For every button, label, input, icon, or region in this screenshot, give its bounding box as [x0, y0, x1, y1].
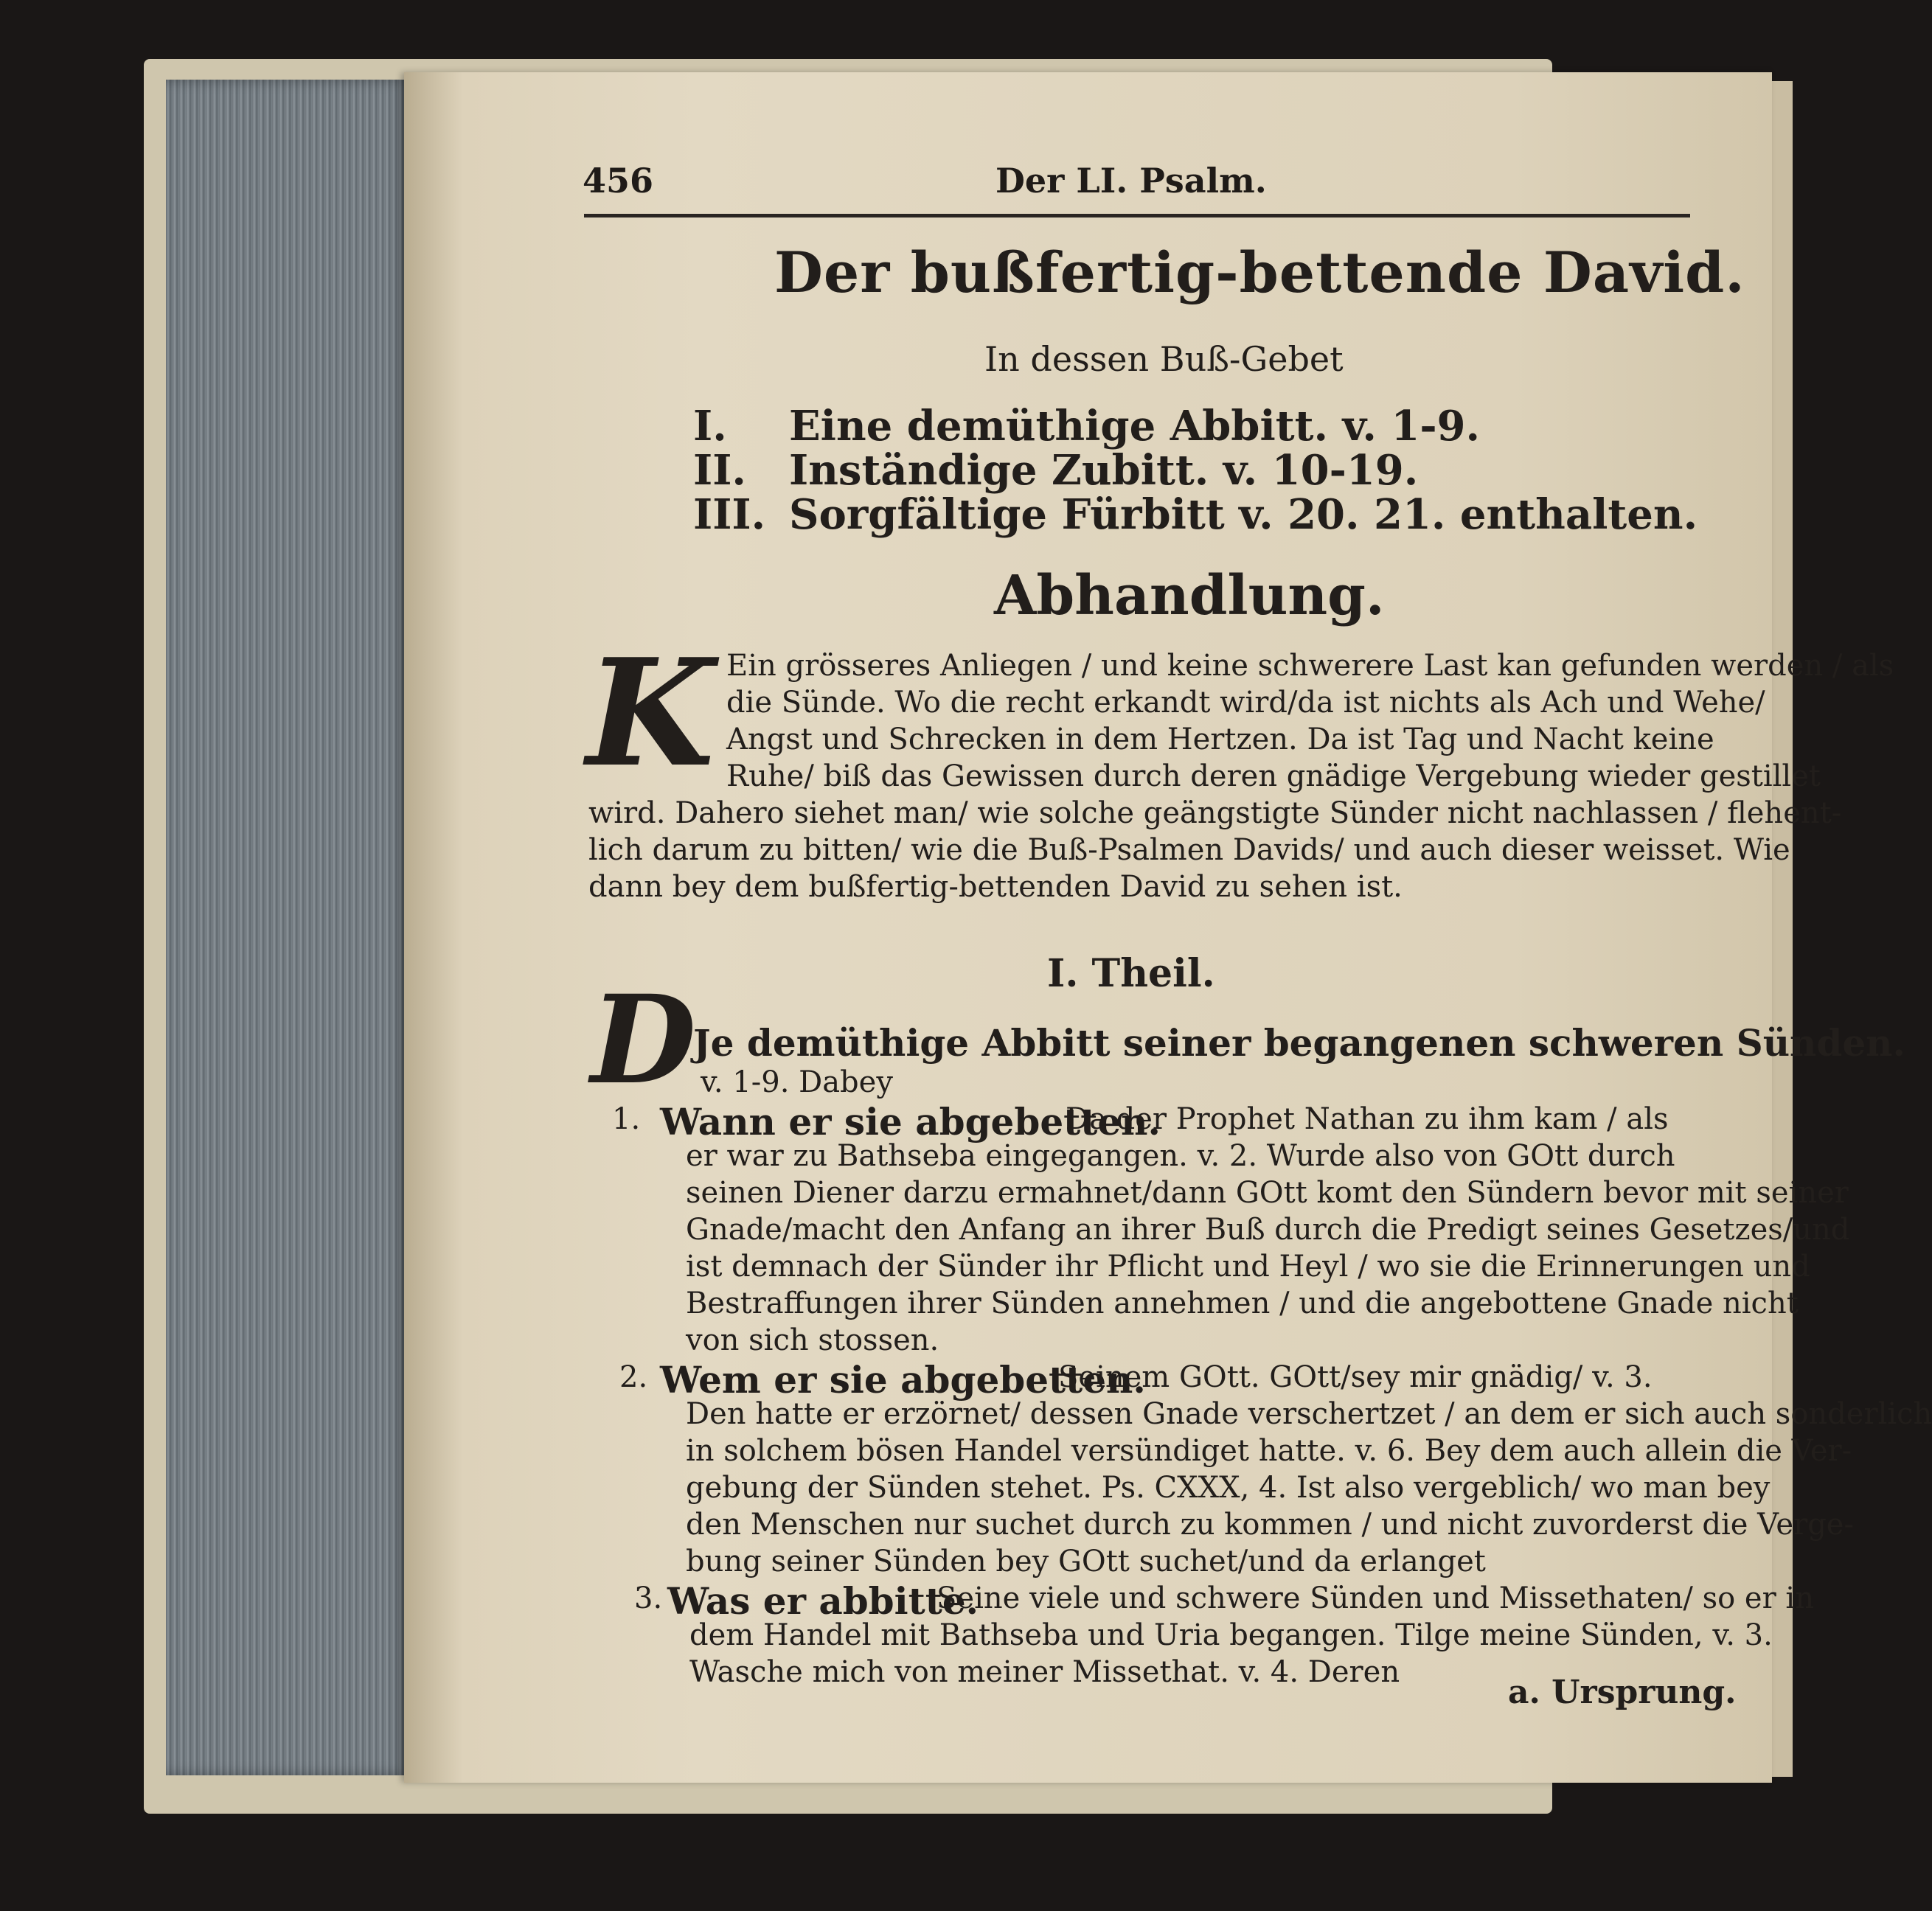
outline-num-1: I. — [693, 402, 727, 450]
item-number: 2. — [619, 1360, 648, 1394]
item-line: den Menschen nur suchet durch zu kommen / und nicht zuvorderst die Verge- — [686, 1508, 1854, 1542]
page-number: 456 — [583, 161, 654, 201]
item-line: Wasche mich von meiner Missethat. v. 4. Deren — [689, 1655, 1400, 1689]
intro-line: Ein grösseres Anliegen / und keine schwerere Last kan gefunden werden / als — [726, 649, 1894, 683]
item-line: gebung der Sünden stehet. Ps. CXXX, 4. Ist also vergeblich/ wo man bey — [686, 1471, 1771, 1505]
item-lead: Wem er sie abgebetten. — [660, 1358, 1146, 1402]
item-line: Da der Prophet Nathan zu ihm kam / als — [1066, 1102, 1669, 1136]
intro-line: die Sünde. Wo die recht erkandt wird/da ist nichts als Ach und Wehe/ — [726, 686, 1765, 720]
outline-text-3: Sorgfältige Fürbitt v. 20. 21. enthalten. — [789, 490, 1698, 539]
page-title: Der bußfertig-bettende David. — [774, 240, 1745, 305]
item-line: von sich stossen. — [686, 1323, 939, 1357]
item-line: dem Handel mit Bathseba und Uria begangen. Tilge meine Sünden, v. 3. — [689, 1618, 1773, 1652]
page-edges — [166, 80, 409, 1775]
part-intro-line: v. 1-9. Dabey — [701, 1065, 893, 1099]
item-line: Gnade/macht den Anfang an ihrer Buß durch die Predigt seines Gesetzes/und — [686, 1213, 1850, 1247]
intro-line: Angst und Schrecken in dem Hertzen. Da ist Tag und Nacht keine — [726, 723, 1714, 756]
item-line: Seine viele und schwere Sünden und Missethaten/ so er in — [937, 1581, 1814, 1615]
running-head — [583, 161, 1689, 212]
item-line: ist demnach der Sünder ihr Pflicht und Heyl / wo sie die Erinnerungen und — [686, 1250, 1810, 1284]
decorated-initial-d: D — [590, 968, 697, 1111]
subtitle: In dessen Buß-Gebet — [984, 339, 1344, 379]
intro-line: Ruhe/ biß das Gewissen durch deren gnädige Vergebung wieder gestillet — [726, 759, 1821, 793]
item-line: er war zu Bathseba eingegangen. v. 2. Wurde also von GOtt durch — [686, 1139, 1675, 1173]
intro-line: dann bey dem bußfertig-bettenden David zu sehen ist. — [588, 870, 1403, 904]
item-line: bung seiner Sünden bey GOtt suchet/und da erlanget — [686, 1545, 1486, 1578]
decorated-initial-k: K — [586, 627, 715, 800]
section-heading: Abhandlung. — [994, 564, 1385, 627]
outline-num-2: II. — [693, 446, 746, 495]
item-line: Seinem GOtt. GOtt/sey mir gnädig/ v. 3. — [1058, 1360, 1653, 1394]
item-lead: Wann er sie abgebetten. — [660, 1100, 1161, 1144]
part-heading: I. Theil. — [1047, 951, 1215, 996]
intro-line: lich darum zu bitten/ wie die Buß-Psalmen Davids/ und auch dieser weisset. Wie — [588, 833, 1790, 867]
item-number: 3. — [634, 1581, 663, 1615]
outline-text-2: Inständige Zubitt. v. 10-19. — [789, 446, 1419, 495]
outline-num-3: III. — [693, 490, 766, 539]
item-lead: Was er abbitte. — [667, 1579, 979, 1623]
item-line: Bestraffungen ihrer Sünden annehmen / und die angebottene Gnade nicht — [686, 1287, 1799, 1320]
outline-text-1: Eine demüthige Abbitt. v. 1-9. — [789, 402, 1481, 450]
running-title: Der LI. Psalm. — [995, 161, 1267, 201]
item-line: seinen Diener darzu ermahnet/dann GOtt komt den Sündern bevor mit seiner — [686, 1176, 1849, 1210]
intro-line: wird. Dahero siehet man/ wie solche geängstigte Sünder nicht nachlassen / flehent- — [588, 796, 1842, 830]
catchword: a. Ursprung. — [1508, 1674, 1737, 1711]
item-line: Den hatte er erzörnet/ dessen Gnade verschertzet / an dem er sich auch sonderlich — [686, 1397, 1932, 1431]
header-rule — [584, 214, 1690, 217]
part-intro-line: Je demüthige Abbitt seiner begangenen schweren Sünden. — [693, 1021, 1905, 1065]
item-number: 1. — [612, 1102, 641, 1136]
item-line: in solchem bösen Handel versündiget hatte. v. 6. Bey dem auch allein die Ver- — [686, 1434, 1852, 1468]
